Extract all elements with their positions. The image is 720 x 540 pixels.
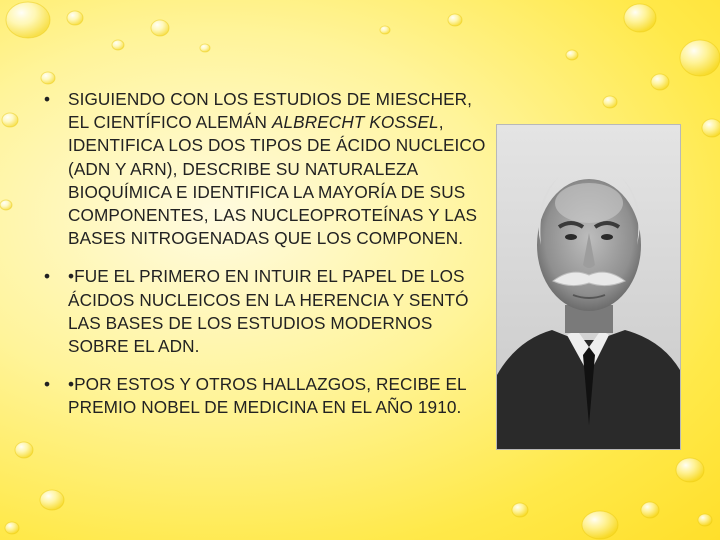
bullet-item-heredity: [42, 265, 492, 358]
bullet-text-before: SIGUIENDO CON LOS ESTUDIOS DE MIESCHER, EL CIENTÍFICO ALEMÁN: [68, 89, 473, 133]
portrait-photo: [497, 125, 680, 449]
bullet-text: •FUE EL PRIMERO EN INTUIR EL PAPEL DE LOS ÁCIDOS NUCLEICOS EN LA HERENCIA Y SENTÓ LAS BASES DE LOS ESTUDIOS MODERNOS SOBRE EL ADN.: [68, 266, 469, 357]
bullet-item-kossel: [42, 88, 492, 250]
bullet-list: [42, 88, 492, 435]
bullet-marker: •: [44, 266, 51, 287]
bullet-italic-name: ALBRECHT KOSSEL: [271, 112, 439, 133]
portrait-illustration: [497, 125, 680, 449]
bullet-item-nobel: [42, 373, 492, 419]
bullet-text: •POR ESTOS Y OTROS HALLAZGOS, RECIBE EL PREMIO NOBEL DE MEDICINA EN EL AÑO 1910.: [68, 374, 467, 418]
bullet-marker: •: [44, 89, 51, 109]
bullet-text-after: , IDENTIFICA LOS DOS TIPOS DE ÁCIDO NUCLEICO (ADN Y ARN), DESCRIBE SU NATURALEZA BIOQUÍMICA E IDENTIFICA LA MAYORÍA DE SUS COMPONENTES, LAS NUCLEOPROTEÍNAS Y LAS BASES NITROGENADAS QUE LOS COMPONEN.: [68, 112, 486, 249]
bullet-marker: •: [44, 374, 51, 395]
